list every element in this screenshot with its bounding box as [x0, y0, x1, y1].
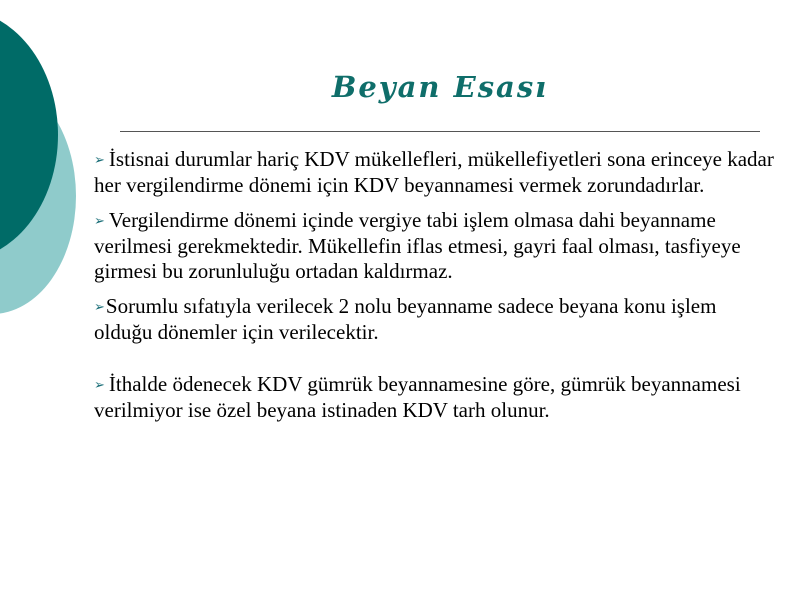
arrowhead-bullet-icon: ➢	[94, 300, 105, 315]
arrowhead-bullet-icon: ➢	[94, 214, 105, 229]
slide-title: Beyan Esası	[331, 70, 549, 104]
bullet-list	[94, 147, 774, 433]
bullet-item-2	[94, 208, 774, 284]
bullet-item-1	[94, 147, 774, 198]
bullet-text-3: Sorumlu sıfatıyla verilecek 2 nolu beyanname sadece beyana konu işlem olduğu dönemler için verilecektir.	[94, 294, 717, 344]
title-divider	[120, 131, 760, 132]
bullet-text-2: Vergilendirme dönemi içinde vergiye tabi işlem olmasa dahi beyanname verilmesi gerekmektedir. Mükellefin iflas etmesi, gayri faal olması, tasfiyeye girmesi bu zorunluluğu ortadan kaldırmaz.	[94, 208, 741, 283]
bullet-item-4	[94, 372, 774, 423]
arrowhead-bullet-icon: ➢	[94, 153, 105, 168]
bullet-text-4: İthalde ödenecek KDV gümrük beyannamesine göre, gümrük beyannamesi verilmiyor ise özel beyana istinaden KDV tarh olunur.	[94, 372, 741, 422]
arrowhead-bullet-icon: ➢	[94, 378, 105, 393]
bullet-text-1: İstisnai durumlar hariç KDV mükellefleri, mükellefiyetleri sona erinceye kadar her vergilendirme dönemi için KDV beyannamesi vermek zorundadırlar.	[94, 147, 774, 197]
bullet-item-3	[94, 294, 774, 345]
